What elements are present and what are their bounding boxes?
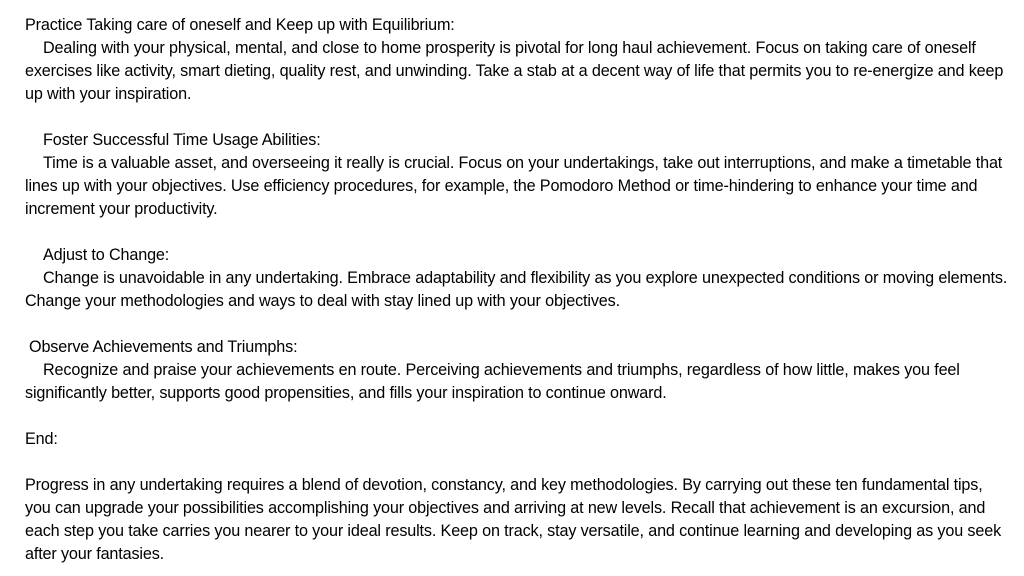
section-heading-self-care: Practice Taking care of oneself and Keep up with Equilibrium: — [25, 16, 455, 34]
section-heading-change: Adjust to Change: — [43, 246, 170, 264]
section-body-end: Progress in any undertaking requires a blend of devotion, constancy, and key methodologies. By carrying out these ten fundamental tips, you can upgrade your possibilities accomplishing your objectives and arriving at new levels. Recall that achievement is an excursion, and each step you take carries you nearer to your ideal results. Keep on track, stay versatile, and continue learning and developing as you seek after your fantasies. — [25, 476, 1006, 563]
document-body — [25, 14, 1010, 566]
spacer — [25, 451, 1010, 474]
section-body-achievements: Recognize and praise your achievements en route. Perceiving achievements and triumphs, regardless of how little, makes you feel significantly better, supports good propensities, and fills your inspiration to continue onward. — [25, 361, 965, 402]
spacer — [25, 405, 1010, 428]
section-heading-achievements: Observe Achievements and Triumphs: — [29, 338, 298, 356]
section-body-time-usage: Time is a valuable asset, and overseeing it really is crucial. Focus on your undertakings, take out interruptions, and make a timetable that lines up with your objectives. Use efficiency procedures, for example, the Pomodoro Method or time-hindering to enhance your time and increment your productivity. — [25, 154, 1007, 218]
spacer — [25, 313, 1010, 336]
section-body-self-care: Dealing with your physical, mental, and close to home prosperity is pivotal for long haul achievement. Focus on taking care of oneself exercises like activity, smart dieting, quality rest, and unwinding. Take a stab at a decent way of life that permits you to re-energize and keep up with your inspiration. — [25, 39, 1008, 103]
section-heading-end: End: — [25, 430, 58, 448]
spacer — [25, 221, 1010, 244]
section-heading-time-usage: Foster Successful Time Usage Abilities: — [43, 131, 321, 149]
spacer — [25, 106, 1010, 129]
section-body-change: Change is unavoidable in any undertaking. Embrace adaptability and flexibility as you explore unexpected conditions or moving elements. Change your methodologies and ways to deal with stay lined up with your objectives. — [25, 269, 1012, 310]
